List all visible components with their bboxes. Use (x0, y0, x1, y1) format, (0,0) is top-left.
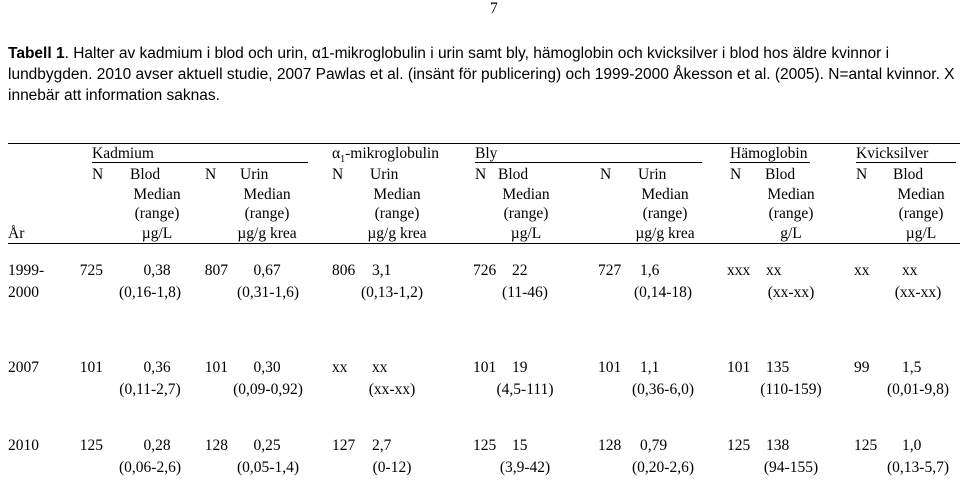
cell-bly-blod-n: 101 (473, 359, 497, 376)
cell-hb-med: 138 (766, 437, 790, 454)
group-kadmium: Kadmium (92, 145, 154, 162)
hdr-n-bly-urin: N (600, 166, 612, 183)
caption-line1: . Halter av kadmium i blod och urin, α1-mikroglobulin i urin samt bly, hämoglobin och kvicksilver i blod hos äldre kvinnor i (64, 45, 890, 62)
cell-bly-urin-n: 101 (598, 359, 622, 376)
cell-a1-range: (0-12) (372, 459, 412, 476)
cell-bly-urin-n: 128 (598, 437, 622, 454)
hdr-urin-k: Urin (240, 166, 269, 183)
cell-k-urin-med: 0,30 (253, 359, 281, 376)
cell-bly-urin-n: 727 (598, 262, 622, 279)
cell-year-a: 2007 (8, 359, 39, 376)
cell-hg-range: (0,13-5,7) (887, 459, 949, 476)
caption-line3: innebär att information saknas. (8, 87, 220, 104)
cell-k-urin-med: 0,67 (253, 262, 281, 279)
cell-k-blod-med: 0,38 (143, 262, 171, 279)
hdr-median-a1: Median (373, 186, 421, 203)
cell-hg-med: xx (902, 262, 918, 279)
hdr-n-hb: N (730, 166, 742, 183)
cell-k-blod-med: 0,28 (143, 437, 171, 454)
cell-k-urin-range: (0,05-1,4) (237, 459, 299, 476)
hdr-range-a1: (range) (374, 205, 420, 222)
cell-hb-med: 135 (766, 359, 790, 376)
cell-bly-blod-med: 15 (512, 437, 528, 454)
alpha-symbol: α (332, 145, 341, 162)
cell-hb-n: 101 (727, 359, 751, 376)
cell-hb-n: xxx (727, 262, 751, 279)
cell-k-blod-range: (0,06-2,6) (119, 459, 181, 476)
group-bly-underline (475, 162, 702, 163)
cell-year-a: 1999- (8, 262, 45, 279)
cell-year-b: 2000 (8, 284, 39, 301)
hdr-range-k-urin: (range) (244, 205, 290, 222)
alpha-subscript: 1 (340, 154, 346, 166)
hdr-median-bly-urin: Median (641, 186, 689, 203)
hdr-blod-k: Blod (130, 166, 161, 183)
cell-bly-blod-range: (11-46) (502, 284, 548, 301)
hdr-unit-a1: µg/g krea (367, 225, 427, 242)
hdr-n-bly-blod: N (475, 166, 487, 183)
hdr-n-k-blod: N (92, 166, 104, 183)
cell-k-blod-n: 101 (79, 359, 103, 376)
cell-k-urin-med: 0,25 (253, 437, 281, 454)
cell-k-blod-n: 125 (79, 437, 103, 454)
hdr-blod-bly: Blod (498, 166, 529, 183)
cell-k-urin-range: (0,09-0,92) (233, 381, 303, 398)
cell-a1-med: xx (372, 359, 388, 376)
hdr-median-hg: Median (897, 186, 945, 203)
cell-bly-urin-med: 1,6 (640, 262, 660, 279)
hdr-median-k-blod: Median (133, 186, 181, 203)
hdr-n-hg: N (856, 166, 868, 183)
hdr-median-hb: Median (767, 186, 815, 203)
cell-bly-urin-range: (0,14-18) (633, 284, 693, 301)
cell-a1-n: 127 (332, 437, 356, 454)
hdr-ar: År (8, 225, 25, 242)
cell-bly-urin-range: (0,20-2,6) (632, 459, 694, 476)
hdr-urin-bly: Urin (638, 166, 667, 183)
caption-line2: lundbygden. 2010 avser aktuell studie, 2007 Pawlas et al. (insänt för publicering) och 1999-2000 Åkesson et al. (2005). N=antal kvinnor. X (8, 66, 955, 83)
cell-hg-med: 1,5 (902, 359, 922, 376)
hdr-range-hg: (range) (898, 205, 944, 222)
hdr-unit-bly-urin: µg/g krea (635, 225, 695, 242)
cell-hb-med: xx (766, 262, 782, 279)
group-hemoglobin: Hämoglobin (730, 145, 808, 162)
group-bly: Bly (475, 145, 498, 162)
group-kvicksilver-underline (856, 162, 956, 163)
hdr-urin-a1: Urin (370, 166, 399, 183)
cell-year-a: 2010 (8, 437, 39, 454)
cell-hg-n: xx (854, 262, 870, 279)
cell-hb-range: (xx-xx) (767, 284, 815, 301)
cell-bly-blod-range: (4,5-111) (496, 381, 554, 398)
group-kvicksilver: Kvicksilver (856, 145, 929, 162)
hdr-unit-k-urin: µg/g krea (237, 225, 297, 242)
cell-a1-n: 806 (332, 262, 356, 279)
cell-hg-range: (0,01-9,8) (887, 381, 949, 398)
page-number: 7 (490, 0, 498, 17)
cell-k-blod-n: 725 (79, 262, 103, 279)
hdr-blod-hg: Blod (893, 166, 924, 183)
cell-a1-n: xx (332, 359, 348, 376)
cell-bly-blod-n: 125 (473, 437, 497, 454)
hdr-unit-k-blod: µg/L (141, 225, 173, 242)
cell-bly-urin-med: 0,79 (640, 437, 668, 454)
table-caption (8, 45, 889, 63)
cell-bly-blod-range: (3,9-42) (499, 459, 551, 476)
cell-k-blod-med: 0,36 (143, 359, 171, 376)
cell-a1-range: (xx-xx) (368, 381, 416, 398)
hdr-unit-hg: µg/L (905, 225, 937, 242)
hdr-median-k-urin: Median (243, 186, 291, 203)
hdr-n-a1: N (332, 166, 344, 183)
cell-a1-range: (0,13-1,2) (361, 284, 423, 301)
table-top-rule (8, 143, 960, 144)
cell-k-urin-range: (0,31-1,6) (237, 284, 299, 301)
hdr-range-k-blod: (range) (134, 205, 180, 222)
cell-k-blod-range: (0,16-1,8) (119, 284, 181, 301)
alpha1-label: -mikroglobulin (345, 145, 439, 162)
cell-k-urin-n: 807 (204, 262, 228, 279)
cell-bly-blod-med: 22 (512, 262, 528, 279)
hdr-range-bly-blod: (range) (503, 205, 549, 222)
cell-hg-n: 125 (854, 437, 878, 454)
cell-hb-range: (110-159) (760, 381, 822, 398)
cell-bly-urin-range: (0,36-6,0) (632, 381, 694, 398)
cell-hb-range: (94-155) (763, 459, 819, 476)
cell-k-urin-n: 101 (204, 359, 228, 376)
table-header-rule (8, 243, 960, 244)
cell-bly-urin-med: 1,1 (640, 359, 660, 376)
cell-hg-range: (xx-xx) (894, 284, 942, 301)
cell-a1-med: 3,1 (372, 262, 392, 279)
group-hemoglobin-underline (730, 162, 810, 163)
hdr-unit-hb: g/L (780, 225, 802, 242)
hdr-range-hb: (range) (768, 205, 814, 222)
cell-hg-med: 1,0 (902, 437, 922, 454)
group-kadmium-underline (92, 162, 308, 163)
hdr-range-bly-urin: (range) (642, 205, 688, 222)
cell-k-urin-n: 128 (204, 437, 228, 454)
cell-bly-blod-med: 19 (512, 359, 528, 376)
hdr-median-bly-blod: Median (502, 186, 550, 203)
cell-bly-blod-n: 726 (473, 262, 497, 279)
hdr-n-k-urin: N (205, 166, 217, 183)
hdr-unit-bly-blod: µg/L (510, 225, 542, 242)
caption-label: Tabell 1 (8, 45, 65, 62)
cell-hg-n: 99 (854, 359, 870, 376)
cell-hb-n: 125 (727, 437, 751, 454)
cell-k-blod-range: (0,11-2,7) (119, 381, 181, 398)
cell-a1-med: 2,7 (372, 437, 392, 454)
hdr-blod-hb: Blod (765, 166, 796, 183)
